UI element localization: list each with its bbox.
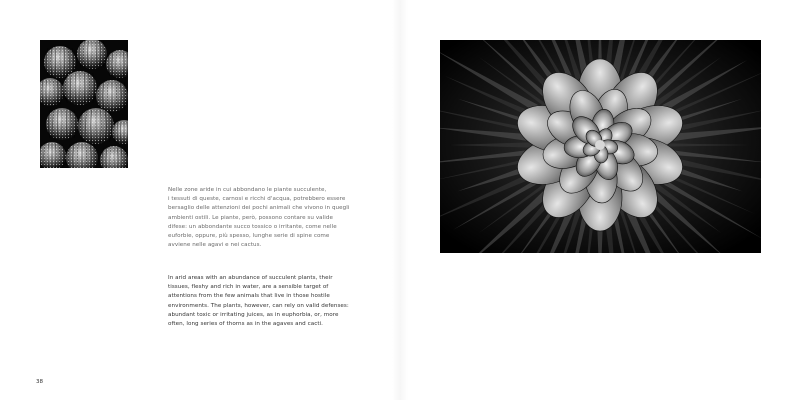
- text-line: environments. The plants, however, can rely on valid defenses:: [168, 302, 349, 309]
- succulent-rosette-photo-icon: [440, 40, 761, 253]
- text-line: often, long series of thorns as in the agaves and cacti.: [168, 321, 324, 328]
- page-number: 38: [36, 379, 43, 385]
- text-line: ambienti ostili. Le piante, però, possono contare su valide: [168, 214, 333, 221]
- text-line: In arid areas with an abundance of succulent plants, their: [168, 275, 333, 281]
- text-line: bersaglio delle attenzioni dei pochi animali che vivono in quegli: [168, 205, 350, 212]
- cactus-photo: [40, 40, 128, 168]
- text-line: euforbie, oppure, più spesso, lunghe serie di spine come: [168, 233, 330, 240]
- text-line: attentions from the few animals that live in those hostile: [168, 293, 330, 300]
- succulent-photo: [440, 40, 761, 253]
- right-page: [400, 0, 800, 400]
- english-text: [168, 274, 368, 329]
- cactus-photo-icon: [40, 40, 128, 168]
- text-line: Nelle zone aride in cui abbondano le piante succulente,: [168, 187, 327, 193]
- text-line: difese: un abbondante succo tossico o irritante, come nelle: [168, 223, 337, 230]
- italian-text: [168, 186, 368, 250]
- text-line: tissues, fleshy and rich in water, are a sensible target of: [168, 284, 329, 291]
- text-line: i tessuti di queste, carnosi e ricchi d'acqua, potrebbero essere: [168, 196, 346, 203]
- text-line: abundant toxic or irritating juices, as in euphorbia, or, more: [168, 311, 339, 318]
- text-line: avviene nelle agavi e nei cactus.: [168, 242, 262, 249]
- gutter-shadow: [392, 0, 408, 400]
